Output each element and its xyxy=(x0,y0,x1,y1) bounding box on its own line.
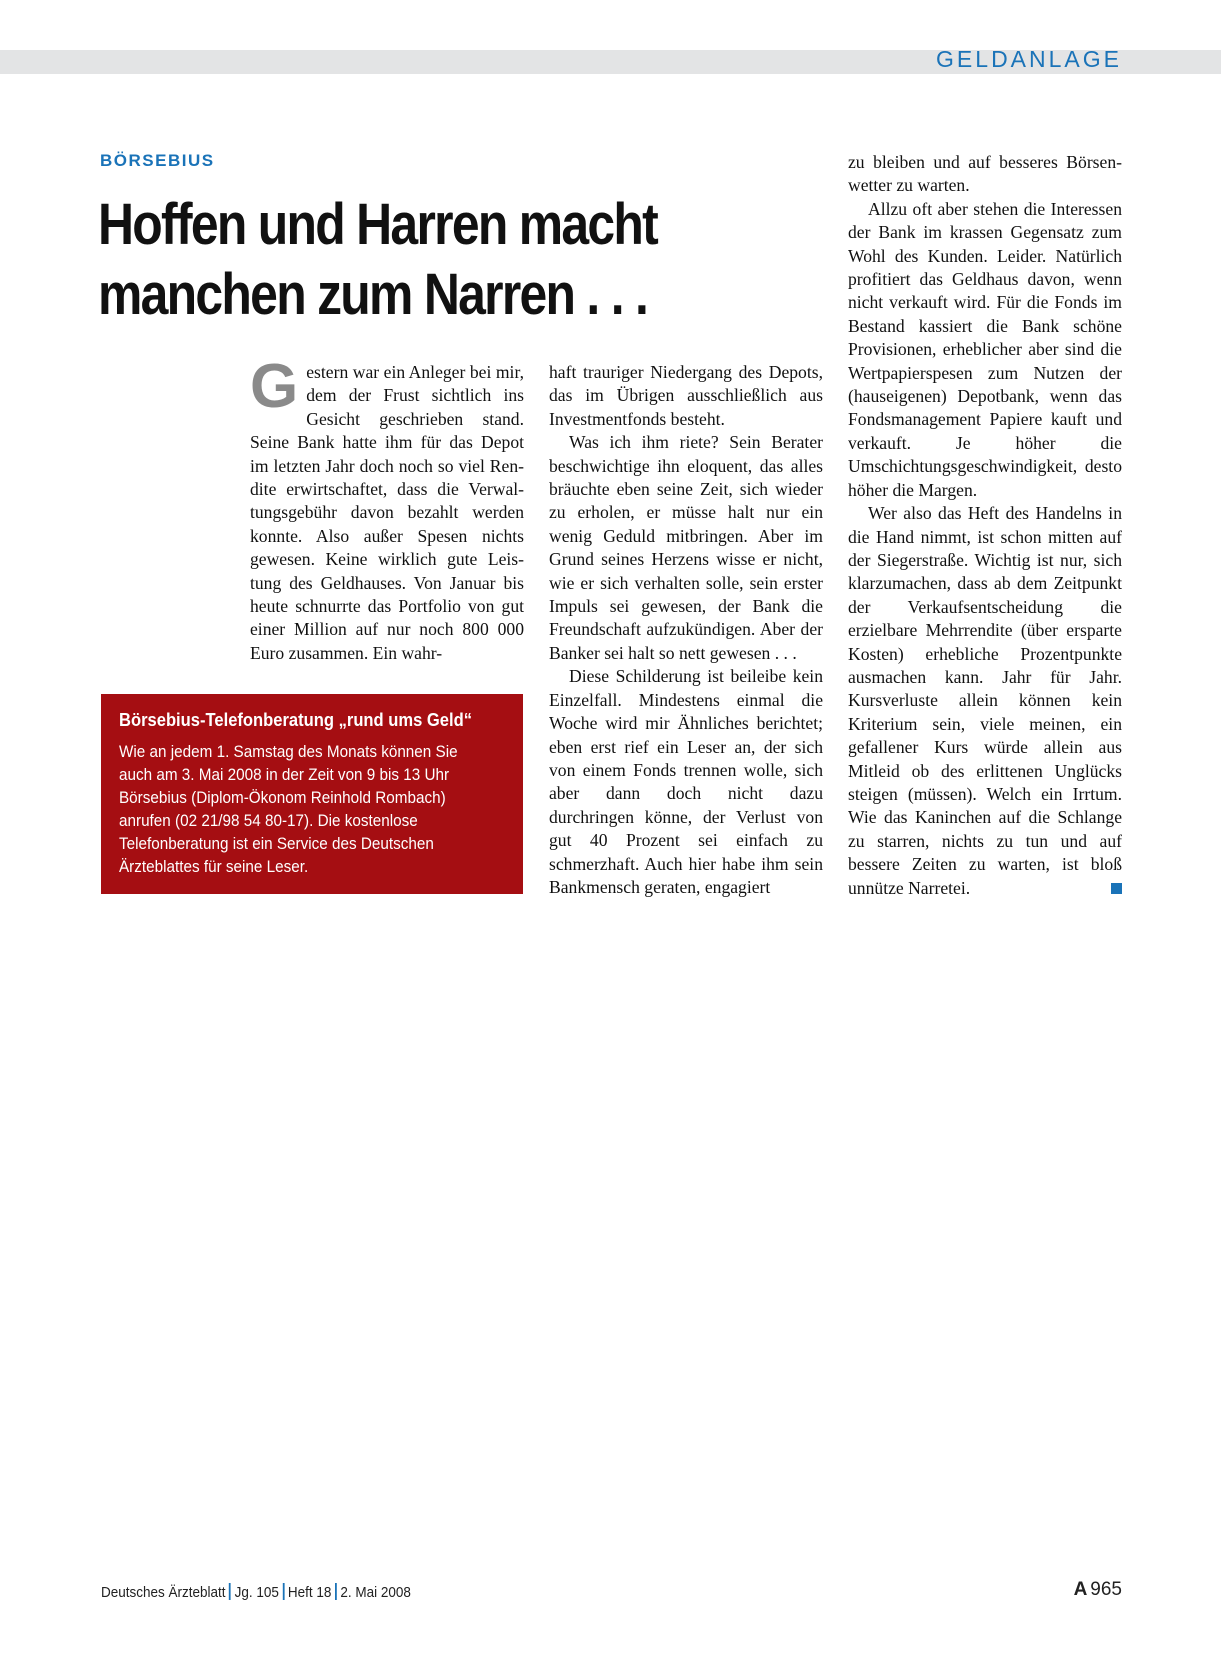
info-box-line: Wie an jedem 1. Samstag des Monats können Sie xyxy=(119,742,458,761)
footer-separator xyxy=(335,1583,337,1600)
info-box-line: Telefonberatung ist ein Service des Deutschen xyxy=(119,834,434,853)
paragraph-text: Allzu oft aber stehen die Interessen der Bank im krassen Gegensatz zum Wohl des Kunden. Leider. Natürlich profitiert das Geldhaus davon, wenn nicht verkauft wird. Für die Fonds im Bestand kassiert die Bank schöne Provisionen, erheblicher aber sind die Wertpapierspesen zum Nutzen der (hauseigenen) Depotbank, wenn das Fondsmanagement Papiere kauft und verkauft. Je höher die Umschichtungsgeschwindigkeit, desto höher die Margen. xyxy=(848,198,1122,500)
paragraph-text: haft trauriger Niedergang des Depots, das im Übrigen ausschließlich aus Investmentfonds besteht. xyxy=(549,362,823,429)
footer-issue: Heft 18 xyxy=(287,1584,332,1601)
info-box-line: auch am 3. Mai 2008 in der Zeit von 9 bis 13 Uhr xyxy=(119,765,450,784)
footer-volume: Jg. 105 xyxy=(234,1584,279,1601)
article-kicker: BÖRSEBIUS xyxy=(100,151,215,170)
info-box-title: Börsebius-Telefonberatung „rund ums Geld“ xyxy=(119,710,473,730)
page-prefix: A xyxy=(1073,1579,1088,1600)
info-box xyxy=(101,694,523,894)
drop-cap: G xyxy=(250,352,299,421)
column-1 xyxy=(250,352,524,665)
paragraph-text: zu bleiben und auf besseres Börsenwetter zu warten. xyxy=(848,152,1122,196)
info-box-line: anrufen (02 21/98 54 80-17). Die kostenlose xyxy=(119,811,418,830)
paragraph-1 xyxy=(250,352,524,665)
paragraph-1-text: estern war ein Anleger bei mir, dem der Frust sichtlich ins Gesicht geschrieben stand. Seine Bank hatte ihm für das Depot im letzten Jahr doch noch so viel Rendite erwirtschaftet, dass die Verwaltungsgebühr davon bezahlt werden konnte. Also außer Spesen nichts gewesen. Keine wirklich gute Leistung des Geldhauses. Von Januar bis heute schnurrte das Portfolio von gut einer Million auf nur noch 800 000 Euro zusammen. Ein wahr- xyxy=(250,362,524,663)
footer-citation xyxy=(101,1583,411,1601)
headline-line-2: manchen zum Narren . . . xyxy=(98,262,648,327)
footer-separator xyxy=(282,1583,284,1600)
article-headline xyxy=(98,190,658,330)
info-box-line: Börsebius (Diplom-Ökonom Reinhold Rombach) xyxy=(119,788,446,807)
paragraph-last-text: Wer also das Heft des Handelns in die Hand nimmt, ist schon mitten auf der Siegerstraße. Wichtig ist nur, sich klarzumachen, dass ab dem Zeitpunkt der Verkaufsentscheidung die erzielbare Mehrrendite (über ersparte Kosten) erhebliche Prozentpunkte ausmachen kann. Jahr für Jahr. Kursverluste allein können kein Kriterium sein, viele meinen, ein gefallener Kurs würde allein aus Mitleid ob des erlittenen Unglücks steigen (müssen). Welch ein Irrtum. Wie das Kaninchen auf die Schlange zu starren, nichts zu tun und auf bessere Zeiten zu warten, ist bloß unnütze Narretei. xyxy=(848,503,1122,898)
info-box-line: Ärzteblattes für seine Leser. xyxy=(119,857,309,876)
footer-separator xyxy=(229,1583,231,1600)
info-box-text xyxy=(119,740,505,878)
headline-line-1: Hoffen und Harren macht xyxy=(98,192,658,257)
paragraph-last xyxy=(848,502,1122,900)
paragraph-text: Was ich ihm riete? Sein Berater beschwichtige ihn eloquent, das alles bräuchte eben seine Zeit, sich wieder zu erholen, er müsse halt nur ein wenig Geduld mitbringen. Aber im Grund seines Herzens wisse er nicht, wie er sich verhalten solle, sein erster Impuls sei gewesen, der Bank die Freundschaft aufzukündigen. Aber der Banker sei halt so nett gewesen . . . xyxy=(549,432,823,663)
column-3 xyxy=(848,151,1122,900)
footer-journal: Deutsches Ärzteblatt xyxy=(101,1584,226,1601)
page-number xyxy=(1074,1579,1122,1601)
footer-date: 2. Mai 2008 xyxy=(340,1584,411,1601)
paragraph-text: Diese Schilderung ist beileibe kein Einzelfall. Mindestens einmal die Woche wird mir Ähnliches berichtet; eben erst rief ein Leser an, der sich von einem Fonds trennen wolle, sich aber dann doch nicht dazu durchringen könne, der Verlust von gut 40 Prozent sei einfach zu schmerzhaft. Auch hier habe ihm sein Bankmensch geraten, engagiert xyxy=(549,666,823,897)
page-number-value: 965 xyxy=(1090,1579,1122,1600)
end-mark-icon xyxy=(1111,883,1122,894)
column-2 xyxy=(549,361,823,899)
section-label: GELDANLAGE xyxy=(936,46,1122,72)
